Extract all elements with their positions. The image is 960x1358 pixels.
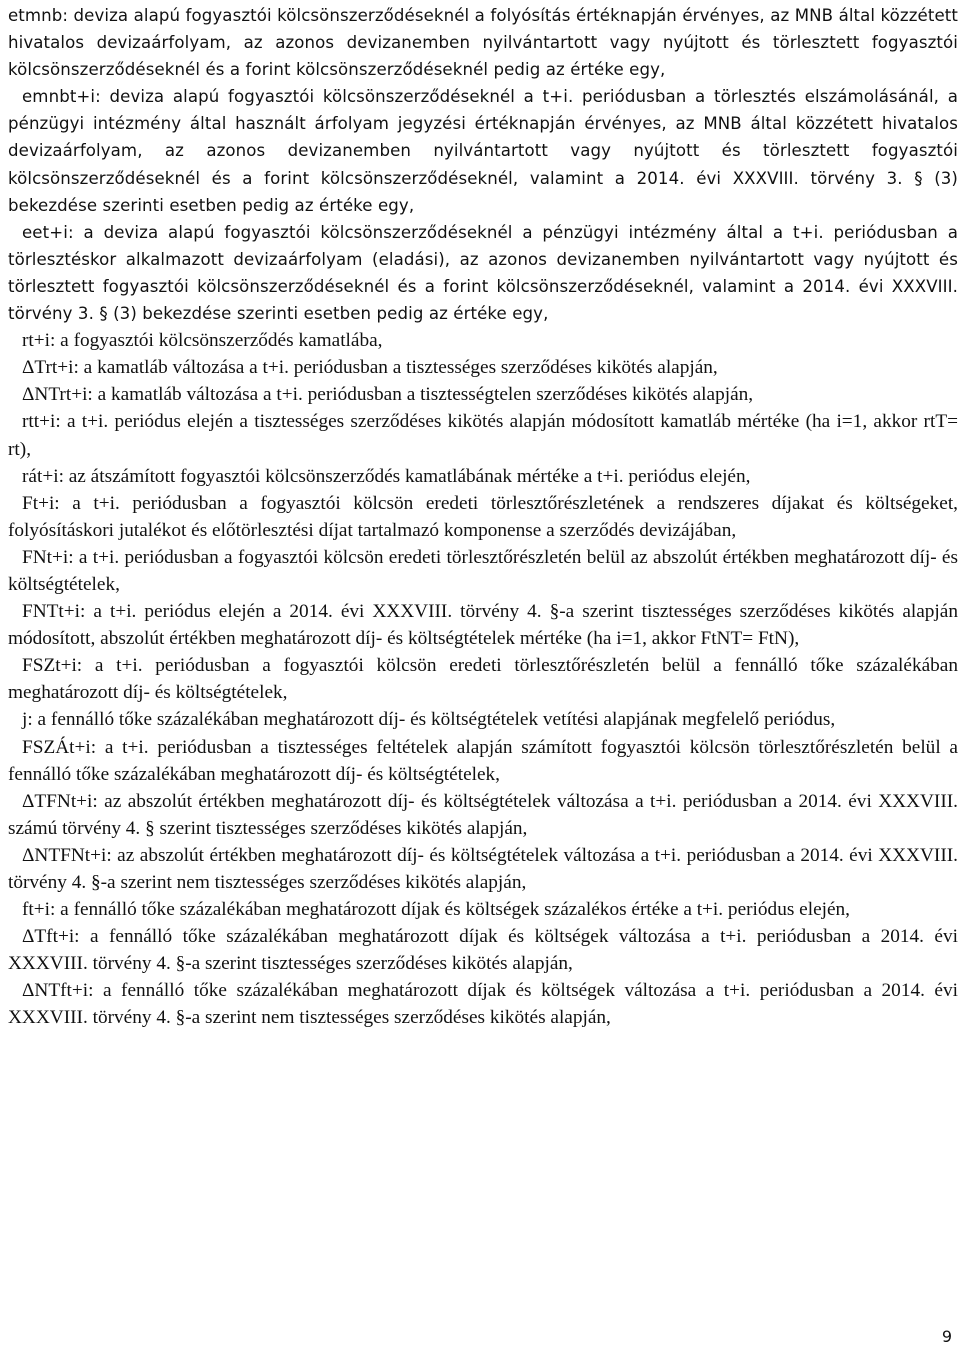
definition-fszt: FSZt+i: a t+i. periódusban a fogyasztói kölcsön eredeti törlesztőrészletén belül a fennálló tőke százalékában meghatározott díj- és költségtételek, <box>8 655 958 704</box>
definition-emnbt: emnbt+i: deviza alapú fogyasztói kölcsönszerződéseknél a t+i. periódusban a törlesztés elszámolásánál, a pénzügyi intézmény által használt árfolyam jegyzési értéknapján érvényes, az MNB által közzétett hivatalos devizaárfolyam, az azonos devizanemben nyilvántartott vagy nyújtott és törlesztett fogyasztói kölcsönszerződéseknél és a forint kölcsönszerződéseknél, valamint a 2014. évi XXXVIII. törvény 3. § (3) bekezdése szerinti esetben pedig az értéke egy, <box>8 87 958 215</box>
definition-etmnb: etmnb: deviza alapú fogyasztói kölcsönszerződéseknél a folyósítás értéknapján érvényes, az MNB által közzétett hivatalos devizaárfolyam, az azonos devizanemben nyilvántartott vagy nyújtott és törlesztett fogyasztói kölcsönszerződéseknél és a forint kölcsönszerződéseknél pedig az értéke egy, <box>8 6 958 80</box>
definition-eet: eet+i: a deviza alapú fogyasztói kölcsönszerződéseknél a pénzügyi intézmény által a t+i. periódusban a törlesztéskor alkalmazott devizaárfolyam (eladási), az azonos devizanemben nyilvántartott vagy nyújtott és törlesztett fogyasztói kölcsönszerződéseknél és a forint kölcsönszerződéseknél, valamint a 2014. évi XXXVIII. törvény 3. § (3) bekezdése szerinti esetben pedig az értéke egy, <box>8 222 958 324</box>
definition-j: j: a fennálló tőke százalékában meghatározott díj- és költségtételek vetítési alapjának megfelelő periódus, <box>22 709 836 731</box>
definition-rt: rt+i: a fogyasztói kölcsönszerződés kamatlába, <box>22 330 383 352</box>
definition-delta-ntfnt: ΔNTFNt+i: az abszolút értékben meghatározott díj- és költségtételek változása a t+i. periódusban a 2014. évi XXXVIII. törvény 4. §-a szerint nem tisztességes szerződéses kikötés alapján, <box>8 844 958 893</box>
definition-delta-tft: ΔTft+i: a fennálló tőke százalékában meghatározott díjak és költségek változása a t+i. periódusban a 2014. évi XXXVIII. törvény 4. §-a szerint tisztességes szerződéses kikötés alapján, <box>8 926 958 975</box>
definition-delta-ntft: ΔNTft+i: a fennálló tőke százalékában meghatározott díjak és költségek változása a t+i. periódusban a 2014. évi XXXVIII. törvény 4. §-a szerint nem tisztességes szerződéses kikötés alapján, <box>8 980 958 1029</box>
definition-fntt: FNTt+i: a t+i. periódus elején a 2014. évi XXXVIII. törvény 4. §-a szerint tisztességes szerződéses kikötés alapján módosított, abszolút értékben meghatározott díj- és költségtételek mértéke (ha i=1, akkor FtNT= FtN), <box>8 601 958 650</box>
definition-delta-trt: ΔTrt+i: a kamatláb változása a t+i. periódusban a tisztességes szerződéses kikötés alapján, <box>22 357 718 379</box>
definition-fszat: FSZÁt+i: a t+i. periódusban a tisztességes feltételek alapján számított fogyasztói kölcsön törlesztőrészletén belül a fennálló tőke százalékában meghatározott díj- és költségtételek, <box>8 736 958 785</box>
definition-fnt: FNt+i: a t+i. periódusban a fogyasztói kölcsön eredeti törlesztőrészletén belül az abszolút értékben meghatározott díj- és költségtételek, <box>8 546 958 595</box>
page-number: 9 <box>941 1327 952 1346</box>
definition-rtt: rtt+i: a t+i. periódus elején a tisztességes szerződéses kikötés alapján módosított kamatláb mértéke (ha i=1, akkor rtT= rt), <box>8 411 958 460</box>
definition-ft: Ft+i: a t+i. periódusban a fogyasztói kölcsön eredeti törlesztőrészletének a rendszeres díjakat és költségeket, folyósításkori jutalékot és előtörlesztési díjat tartalmazó komponense a szerződés devizájában, <box>8 492 958 541</box>
definition-ft-percent: ft+i: a fennálló tőke százalékában meghatározott díjak és költségek százalékos értéke a t+i. periódus elején, <box>22 899 851 921</box>
document-page <box>8 2 958 1032</box>
definition-delta-ntrt: ΔNTrt+i: a kamatláb változása a t+i. periódusban a tisztességtelen szerződéses kikötés alapján, <box>22 384 754 406</box>
definition-rat: rát+i: az átszámított fogyasztói kölcsönszerződés kamatlábának mértéke a t+i. periódus elején, <box>22 465 751 487</box>
definition-delta-tfnt: ΔTFNt+i: az abszolút értékben meghatározott díj- és költségtételek változása a t+i. periódusban a 2014. évi XXXVIII. számú törvény 4. § szerint tisztességes szerződéses kikötés alapján, <box>8 790 958 839</box>
